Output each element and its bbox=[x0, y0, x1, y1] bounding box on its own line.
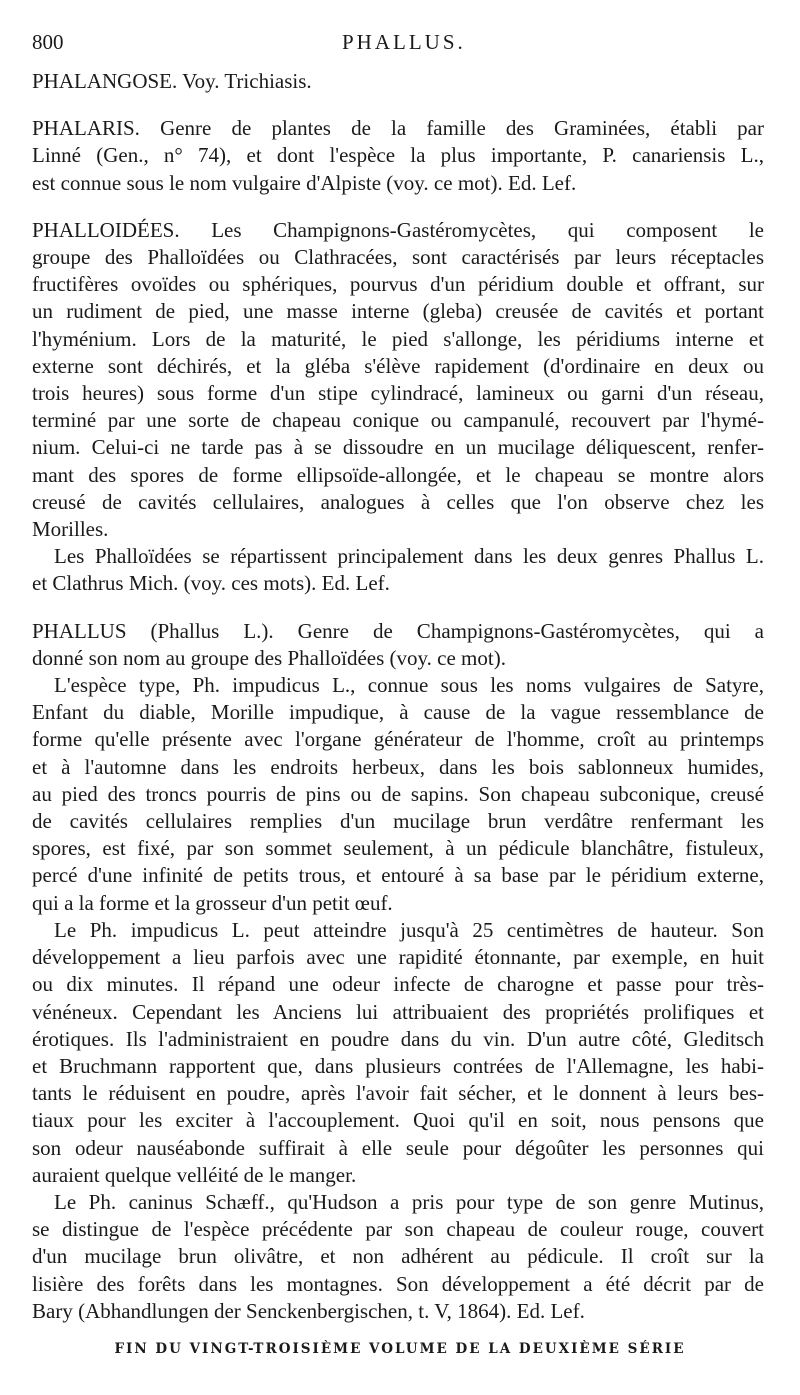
text-line: au pied des troncs pourris de pins ou de sapins. Son chapeau subconique, creusé bbox=[32, 781, 764, 806]
text-line: L'espèce type, Ph. impudicus L., connue sous les noms vulgaires de Satyre, bbox=[54, 673, 764, 698]
text-line: l'hyménium. Lors de la maturité, le pied s'allonge, les péridiums interne et bbox=[32, 326, 764, 351]
text-line: qui a la forme et la grosseur d'un petit œuf. bbox=[32, 890, 393, 915]
text-line: PHALLUS (Phallus L.). Genre de Champignons-Gastéromycètes, qui a bbox=[32, 618, 764, 643]
text-line: est connue sous le nom vulgaire d'Alpiste (voy. ce mot). Ed. Lef. bbox=[32, 170, 577, 195]
paragraph bbox=[32, 1189, 764, 1325]
text-line: externe sont déchirés, et la gléba s'élève rapidement (d'ordinaire en deux ou bbox=[32, 353, 764, 378]
text-line: tiaux pour les exciter à l'accouplement. Quoi qu'il en soit, nous pensons que bbox=[32, 1108, 764, 1133]
text-line: ou dix minutes. Il répand une odeur infecte de charogne et passe pour très- bbox=[32, 972, 764, 997]
text-line: Le Ph. impudicus L. peut atteindre jusqu'à 25 centimètres de hauteur. Son bbox=[54, 917, 764, 942]
text-line: son odeur nauséabonde suffirait à elle seule pour dégoûter les personnes qui bbox=[32, 1135, 764, 1160]
paragraph bbox=[32, 543, 764, 597]
entry-phalloidees bbox=[32, 217, 764, 543]
paragraph bbox=[32, 672, 764, 917]
text-line: trois heures) sous forme d'un stipe cylindracé, lamineux ou garni d'un réseau, bbox=[32, 381, 764, 406]
text-line: mant des spores de forme ellipsoïde-allongée, et le chapeau se montre alors bbox=[32, 462, 764, 487]
running-head bbox=[32, 30, 764, 64]
entry-phalangose bbox=[32, 68, 764, 95]
running-title: PHALLUS. bbox=[342, 30, 466, 54]
text-line: PHALARIS. Genre de plantes de la famille des Graminées, établi par bbox=[32, 116, 764, 141]
text-line: PHALLOIDÉES. Les Champignons-Gastéromycètes, qui composent le bbox=[32, 217, 764, 242]
text-line: et Clathrus Mich. (voy. ces mots). Ed. Lef. bbox=[32, 571, 390, 596]
text-line: auraient quelque velléité de le manger. bbox=[32, 1162, 357, 1187]
text-line: Les Phalloïdées se répartissent principalement dans les deux genres Phallus L. bbox=[54, 544, 764, 569]
text-line: donné son nom au groupe des Phalloïdées (voy. ce mot). bbox=[32, 645, 506, 670]
text-line: et Bruchmann rapportent que, dans plusieurs contrées de l'Allemagne, les habi- bbox=[32, 1053, 764, 1078]
text-line: un rudiment de pied, une masse interne (gleba) creusée de cavités et portant bbox=[32, 299, 764, 324]
text-line: de cavités cellulaires remplies d'un mucilage brun verdâtre renfermant les bbox=[32, 809, 764, 834]
text-line: Le Ph. caninus Schæff., qu'Hudson a pris pour type de son genre Mutinus, bbox=[54, 1189, 764, 1214]
entry-phalaris bbox=[32, 115, 764, 197]
text-line: Enfant du diable, Morille impudique, à cause de la vague ressemblance de bbox=[32, 700, 764, 725]
text-line: vénéneux. Cependant les Anciens lui attribuaient des propriétés prolifiques et bbox=[32, 999, 764, 1024]
page-number: 800 bbox=[32, 30, 64, 54]
text-line: terminé par une sorte de chapeau conique ou campanulé, recouvert par l'hymé- bbox=[32, 408, 764, 433]
text-line: d'un mucilage brun olivâtre, et non adhérent au pédicule. Il croît sur la bbox=[32, 1244, 764, 1269]
paragraph bbox=[32, 917, 764, 1189]
text-line: lisière des forêts dans les montagnes. Son développement a été décrit par de bbox=[32, 1271, 764, 1296]
text-line: fructifères ovoïdes ou sphériques, pourvus d'un péridium double et offrant, sur bbox=[32, 272, 764, 297]
text-line: creusé de cavités cellulaires, analogues à celles que l'on observe chez les bbox=[32, 489, 764, 514]
text-line: érotiques. Ils l'administraient en poudre dans du vin. D'un autre côté, Gleditsch bbox=[32, 1026, 764, 1051]
text-line: développement a lieu parfois avec une rapidité étonnante, par exemple, en huit bbox=[32, 945, 764, 970]
text-line: spores, est fixé, par son sommet seulement, à un pédicule blanchâtre, fistuleux, bbox=[32, 836, 764, 861]
text-line: Morilles. bbox=[32, 517, 109, 542]
text-line: Linné (Gen., n° 74), et dont l'espèce la plus importante, P. canariensis L., bbox=[32, 143, 764, 168]
text-line: percé d'une infinité de petits trous, et entouré à sa base par le péridium externe, bbox=[32, 863, 764, 888]
page-body bbox=[32, 62, 764, 1325]
text-line: forme qu'elle présente avec l'organe générateur de l'homme, croît au printemps bbox=[32, 727, 764, 752]
text-line: PHALANGOSE. Voy. Trichiasis. bbox=[32, 69, 312, 93]
volume-end-note: FIN DU VINGT-TROISIÈME VOLUME DE LA DEUXIÈME SÉRIE bbox=[114, 1341, 686, 1357]
text-line: Bary (Abhandlungen der Senckenbergischen, t. V, 1864). Ed. Lef. bbox=[32, 1298, 585, 1323]
text-line: tants le réduisent en poudre, après l'avoir fait sécher, et le donnent à leurs bes- bbox=[32, 1081, 764, 1106]
text-line: se distingue de l'espèce précédente par son chapeau de couleur rouge, couvert bbox=[32, 1217, 764, 1242]
text-line: groupe des Phalloïdées ou Clathracées, sont caractérisés par leurs réceptacles bbox=[32, 245, 764, 270]
text-line: et à l'automne dans les endroits herbeux, dans les bois sablonneux humides, bbox=[32, 754, 764, 779]
text-line: nium. Celui-ci ne tarde pas à se dissoudre en un mucilage déliquescent, renfer- bbox=[32, 435, 764, 460]
entry-phallus bbox=[32, 618, 764, 672]
